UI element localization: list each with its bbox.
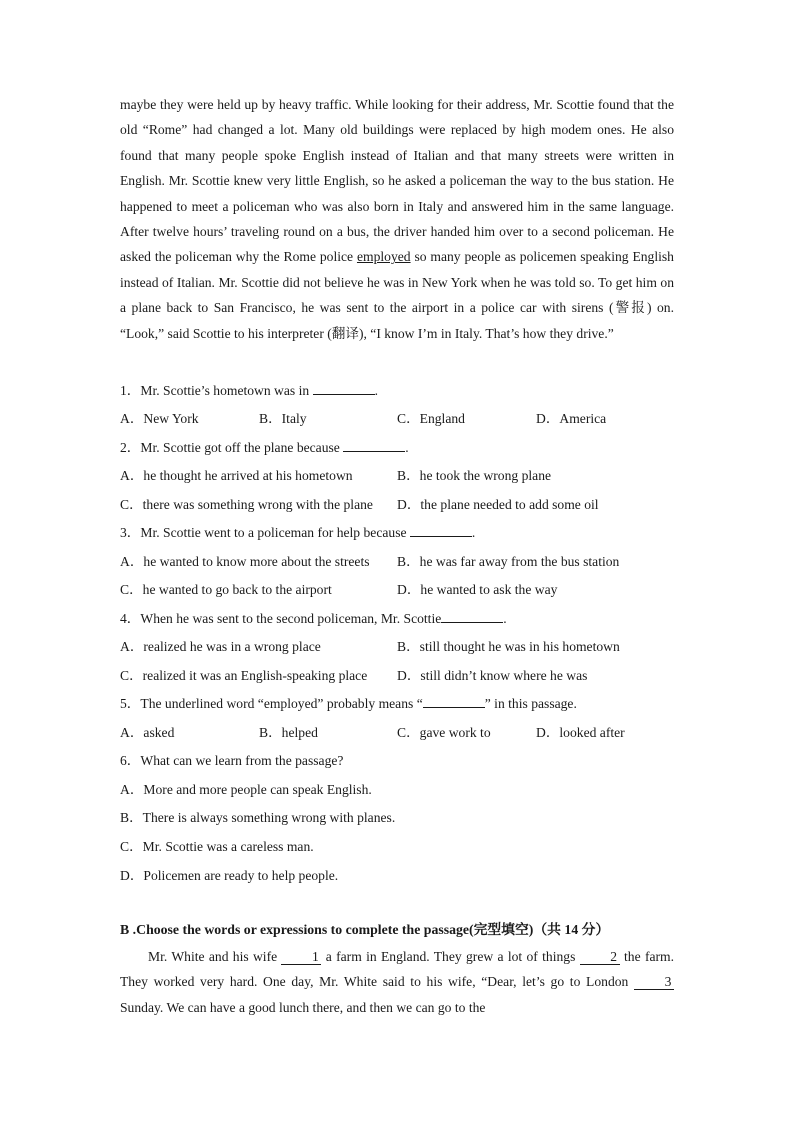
answer-blank [343,438,405,452]
question-4-options-cd [120,666,680,686]
option-b: B．Italy [259,411,307,426]
option-c: C．gave work to [397,725,491,740]
question-2-stem: 2．Mr. Scottie got off the plane because . [120,440,409,455]
question-6-option-a: A．More and more people can speak English. [120,782,372,797]
option-d: D．looked after [536,725,625,740]
option-c: C．there was something wrong with the plane [120,497,373,512]
option-a: A．he wanted to know more about the streets [120,554,370,569]
option-b: B．he was far away from the bus station [397,554,620,569]
option-a: A．he thought he arrived at his hometown [120,468,353,483]
question-3-options-cd [120,580,680,600]
question-6-option-d: D．Policemen are ready to help people. [120,868,339,883]
cloze-blank-3: 3 [634,974,674,990]
option-b: B．still thought he was in his hometown [397,639,620,654]
question-6-option-b: B．There is always something wrong with planes. [120,810,396,825]
answer-blank [410,523,472,537]
answer-blank [441,609,503,623]
passage-text-part1: maybe they were held up by heavy traffic. While looking for their address, Mr. Scottie found that the old “Rome” had changed a lot. Many old buildings were replaced by high modem ones. He also found that many people spoke English instead of Italian and that many streets were written in English. Mr. Scottie knew very little English, so he asked a policeman the way to the bus station. He happened to meet a policeman who was also born in Italy and answered him in the same language. After twelve hours’ traveling round on a bus, the driver handed him over to a second policeman. He asked the policeman why the Rome police [120,97,674,265]
question-4-options-ab [120,637,680,657]
question-6-stem: 6．What can we learn from the passage? [120,753,344,768]
option-b: B．he took the wrong plane [397,468,552,483]
option-a: A．asked [120,725,175,740]
passage-paragraph [120,92,674,346]
question-2-options-cd [120,495,680,515]
cloze-blank-2: 2 [580,949,620,965]
question-5-stem: 5．The underlined word “employed” probably means “ ” in this passage. [120,696,577,711]
option-a: A．New York [120,411,199,426]
question-2-options-ab [120,466,680,486]
option-c: C．realized it was an English-speaking place [120,668,368,683]
option-d: D．America [536,411,607,426]
question-4-stem: 4．When he was sent to the second policeman, Mr. Scottie . [120,611,507,626]
option-c: C．England [397,411,465,426]
section-b-heading: B .Choose the words or expressions to complete the passage(完型填空)（共 14 分） [120,922,610,937]
question-6-option-c: C．Mr. Scottie was a careless man. [120,839,314,854]
option-c: C．he wanted to go back to the airport [120,582,332,597]
answer-blank [423,694,485,708]
question-3-options-ab [120,552,680,572]
underlined-word: employed [356,249,411,265]
question-1-stem: 1．Mr. Scottie’s hometown was in . [120,383,378,398]
answer-blank [313,381,375,395]
option-d: D．he wanted to ask the way [397,582,558,597]
reading-passage [120,92,674,346]
option-b: B．helped [259,725,318,740]
question-5-options [120,723,680,743]
option-d: D．the plane needed to add some oil [397,497,599,512]
cloze-paragraph: Mr. White and his wife 1 a farm in England. They grew a lot of things 2 the farm. They worked very hard. One day, Mr. White said to his wife, “Dear, let’s go to London 3 Sunday. We can have a good lunch there, and then we can go to the [120,949,674,1015]
option-a: A．realized he was in a wrong place [120,639,321,654]
option-d: D．still didn’t know where he was [397,668,588,683]
question-1-options [120,409,680,429]
passage-text-part2: so many people as policemen speaking English instead of Italian. Mr. Scottie did not believe he was in New York when he was told so. To get him on a plane back to San Francisco, he was sent to the airport in a police car with sirens (警报) on. “Look,” said Scottie to his interpreter (翻译), “I know I’m in Italy. That’s how they drive.” [120,249,674,341]
question-3-stem: 3．Mr. Scottie went to a policeman for help because . [120,525,476,540]
cloze-blank-1: 1 [281,949,321,965]
cloze-passage [120,944,674,1020]
